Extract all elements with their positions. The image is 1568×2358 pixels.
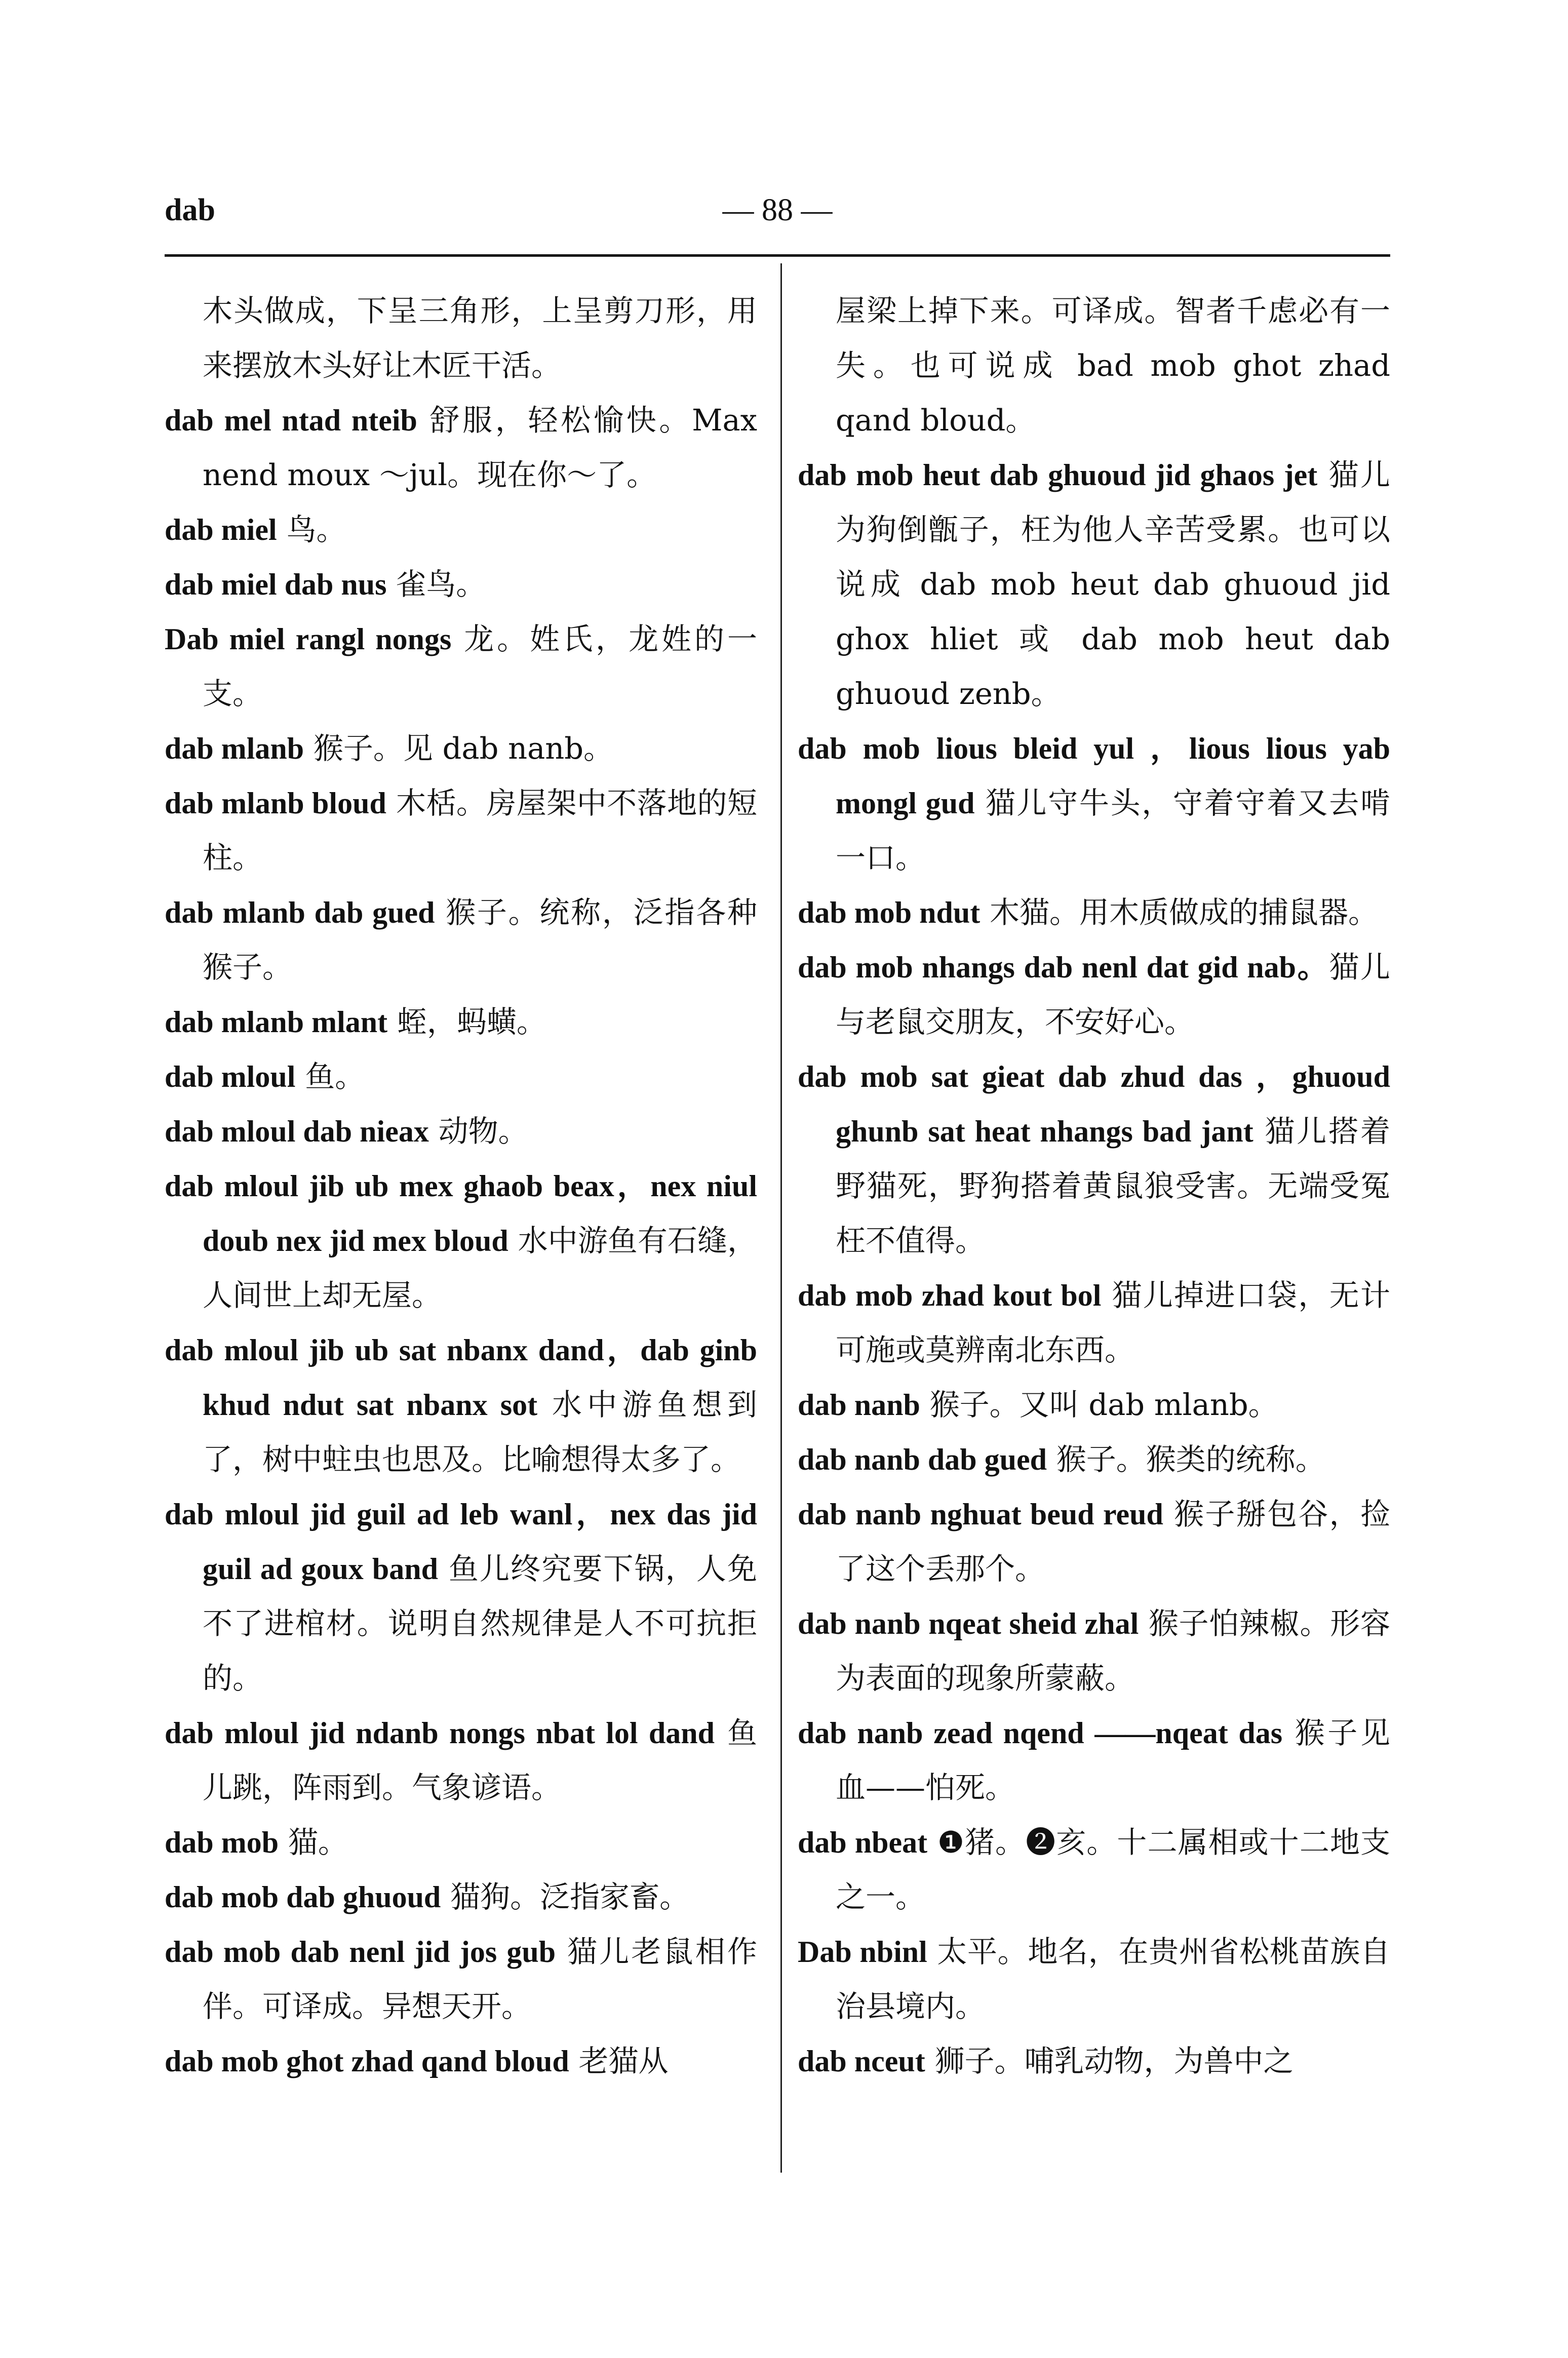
entry-headword: dab miel dab nus xyxy=(165,568,387,601)
entry-headword: dab nanb nqeat sheid zhal xyxy=(798,1607,1139,1640)
entry-definition: 太平。地名，在贵州省松桃苗族自治县境内。 xyxy=(836,1934,1390,2024)
entry-definition: 猫儿搭着野猫死，野狗搭着黄鼠狼受害。无端受冤枉不值得。 xyxy=(836,1114,1390,1258)
entry-headword: dab mel ntad nteib xyxy=(165,404,417,437)
dictionary-entry xyxy=(165,502,757,557)
entry-definition: 木栝。房屋架中不落地的短柱。 xyxy=(203,785,757,875)
dictionary-entry xyxy=(165,1159,757,1323)
entry-definition: 猴子。又叫 dab mlanb。 xyxy=(920,1387,1278,1422)
entry-headword: dab nanb xyxy=(798,1388,920,1422)
entry-continuation xyxy=(798,284,1390,448)
entry-headword: dab nanb nghuat beud reud xyxy=(798,1498,1163,1531)
dictionary-entry xyxy=(798,1487,1390,1596)
entry-definition: 猴子怕辣椒。形容为表面的现象所蒙蔽。 xyxy=(836,1606,1390,1696)
dictionary-entry xyxy=(165,1323,757,1487)
entry-definition: 鱼儿跳，阵雨到。气象谚语。 xyxy=(203,1715,757,1805)
dictionary-entry xyxy=(165,1049,757,1104)
dictionary-entry xyxy=(798,1706,1390,1815)
entry-headword: dab mob xyxy=(165,1826,279,1859)
right-column xyxy=(798,284,1390,2089)
entry-definition: 木猫。用木质做成的捕鼠器。 xyxy=(980,895,1378,930)
entry-definition: 猫儿老鼠相作伴。可译成。异想天开。 xyxy=(203,1934,757,2024)
left-column xyxy=(165,284,757,2089)
entry-headword: dab mob nhangs dab nenl dat gid nab。 xyxy=(798,951,1329,984)
header-rule xyxy=(165,254,1390,257)
entry-headword: dab mloul jib ub mex ghaob beax，nex niul doub nex jid mex bloud xyxy=(165,1169,757,1257)
entry-headword: Dab miel rangl nongs xyxy=(165,622,452,656)
entry-definition: 猫儿守牛头，守着守着又去啃一口。 xyxy=(836,785,1390,875)
entry-definition: 猴子。统称，泛指各种猴子。 xyxy=(203,895,757,985)
entry-continuation xyxy=(165,284,757,393)
dictionary-entry xyxy=(798,1049,1390,1268)
entry-definition: 猴子。猴类的统称。 xyxy=(1046,1442,1325,1477)
column-divider xyxy=(780,263,782,2173)
dictionary-entry xyxy=(165,2034,757,2089)
entry-headword: dab nbeat xyxy=(798,1826,928,1859)
entry-headword: dab mob zhad kout bol xyxy=(798,1279,1102,1312)
entry-headword: dab mloul jib ub sat nbanx dand，dab ginb khud ndut sat nbanx sot xyxy=(165,1333,757,1422)
dictionary-entry xyxy=(798,1432,1390,1487)
entry-definition: 猫。 xyxy=(279,1825,348,1860)
dictionary-entry xyxy=(798,2034,1390,2089)
entry-definition: 动物。 xyxy=(428,1114,528,1149)
entry-headword: dab mob dab ghuoud xyxy=(165,1880,441,1914)
entry-definition: 水中游鱼想到了，树中蛀虫也思及。比喻想得太多了。 xyxy=(203,1387,757,1477)
entry-definition: 猫儿掉进口袋，无计可施或莫辨南北东西。 xyxy=(836,1278,1390,1367)
dictionary-entry xyxy=(165,776,757,885)
entry-definition: 狮子。哺乳动物，为兽中之 xyxy=(925,2043,1293,2078)
entry-definition: 猫儿与老鼠交朋友，不安好心。 xyxy=(836,950,1390,1039)
entry-definition: 木头做成，下呈三角形，上呈剪刀形，用来摆放木头好让木匠干活。 xyxy=(203,293,757,383)
entry-headword: Dab nbinl xyxy=(798,1935,927,1969)
entry-headword: dab nanb dab gued xyxy=(798,1443,1047,1476)
entry-headword: dab nanb zead nqend ——nqeat das xyxy=(798,1716,1283,1750)
entry-headword: dab mob lious bleid yul ，lious lious yab mongl gud xyxy=(798,732,1390,820)
entry-headword: dab miel xyxy=(165,513,277,546)
page-header xyxy=(165,192,1390,253)
dictionary-entry xyxy=(798,940,1390,1049)
entry-definition: 龙。姓氏，龙姓的一支。 xyxy=(203,621,757,711)
entry-headword: dab mloul dab nieax xyxy=(165,1115,429,1148)
entry-definition: ❶猪。❷亥。十二属相或十二地支之一。 xyxy=(836,1825,1390,1914)
entry-headword: dab mob ndut xyxy=(798,896,981,929)
dictionary-entry xyxy=(798,448,1390,721)
entry-definition: 猫狗。泛指家畜。 xyxy=(441,1879,690,1914)
dictionary-entry xyxy=(165,1104,757,1159)
entry-headword: dab mob sat gieat dab zhud das ，ghuoud ghunb sat heat nhangs bad jant xyxy=(798,1060,1390,1148)
dictionary-entry xyxy=(165,1924,757,2034)
entry-definition: 猴子见血——怕死。 xyxy=(836,1715,1390,1805)
dictionary-entry xyxy=(165,1487,757,1706)
entry-definition: 舒服，轻松愉快。Max nend moux ～jul。现在你～了。 xyxy=(203,403,757,492)
entry-definition: 鱼。 xyxy=(295,1059,365,1094)
entry-headword: dab mob ghot zhad qand bloud xyxy=(165,2045,569,2078)
entry-headword: dab mlanb xyxy=(165,732,304,765)
dictionary-entry xyxy=(165,1815,757,1870)
dictionary-entry xyxy=(798,1268,1390,1378)
dictionary-entry xyxy=(798,1815,1390,1924)
entry-definition: 水中游鱼有石缝，人间世上却无屋。 xyxy=(203,1223,757,1313)
entry-headword: dab nceut xyxy=(798,2045,925,2078)
running-headword: dab xyxy=(165,193,215,227)
dictionary-entry xyxy=(165,995,757,1049)
entry-definition: 老猫从 xyxy=(569,2043,669,2078)
dictionary-entry xyxy=(165,885,757,995)
dictionary-entry xyxy=(165,393,757,502)
entry-definition: 猫儿为狗倒甑子，枉为他人辛苦受累。也可以说成 dab mob heut dab ghuoud jid ghox hliet 或 dab mob heut dab ghuoud zenb。 xyxy=(836,457,1390,711)
entry-headword: dab mob dab nenl jid jos gub xyxy=(165,1935,556,1969)
dictionary-entry xyxy=(798,721,1390,885)
dictionary-entry xyxy=(798,1596,1390,1706)
entry-headword: dab mloul jid ndanb nongs nbat lol dand xyxy=(165,1716,715,1750)
entry-headword: dab mlanb bloud xyxy=(165,787,386,820)
entry-definition: 猴子。见 dab nanb。 xyxy=(304,731,614,766)
dictionary-entry xyxy=(165,557,757,612)
entry-definition: 鸟。 xyxy=(277,512,346,547)
entry-definition: 屋梁上掉下来。可译成。智者千虑必有一失。也可说成 bad mob ghot zhad qand bloud。 xyxy=(836,293,1390,438)
entry-headword: dab mlanb dab gued xyxy=(165,896,435,929)
dictionary-entry xyxy=(165,612,757,721)
entry-headword: dab mob heut dab ghuoud jid ghaos jet xyxy=(798,458,1318,492)
dictionary-entry xyxy=(165,1870,757,1924)
dictionary-entry xyxy=(798,1924,1390,2034)
entry-definition: 雀鸟。 xyxy=(386,567,486,602)
entry-definition: 蛭，蚂蟥。 xyxy=(387,1004,546,1039)
entry-definition: 鱼儿终究要下锅，人免不了进棺材。说明自然规律是人不可抗拒的。 xyxy=(203,1551,757,1696)
dictionary-entry xyxy=(798,885,1390,940)
page-number: — 88 — xyxy=(722,193,833,227)
dictionary-entry xyxy=(798,1378,1390,1432)
entry-headword: dab mlanb mlant xyxy=(165,1005,388,1039)
entry-headword: dab mloul xyxy=(165,1060,296,1093)
dictionary-entry xyxy=(165,1706,757,1815)
entry-definition: 猴子掰包谷，捡了这个丢那个。 xyxy=(836,1497,1390,1586)
entry-headword: dab mloul jid guil ad leb wanl，nex das jid guil ad goux band xyxy=(165,1498,757,1586)
dictionary-entry xyxy=(165,721,757,776)
